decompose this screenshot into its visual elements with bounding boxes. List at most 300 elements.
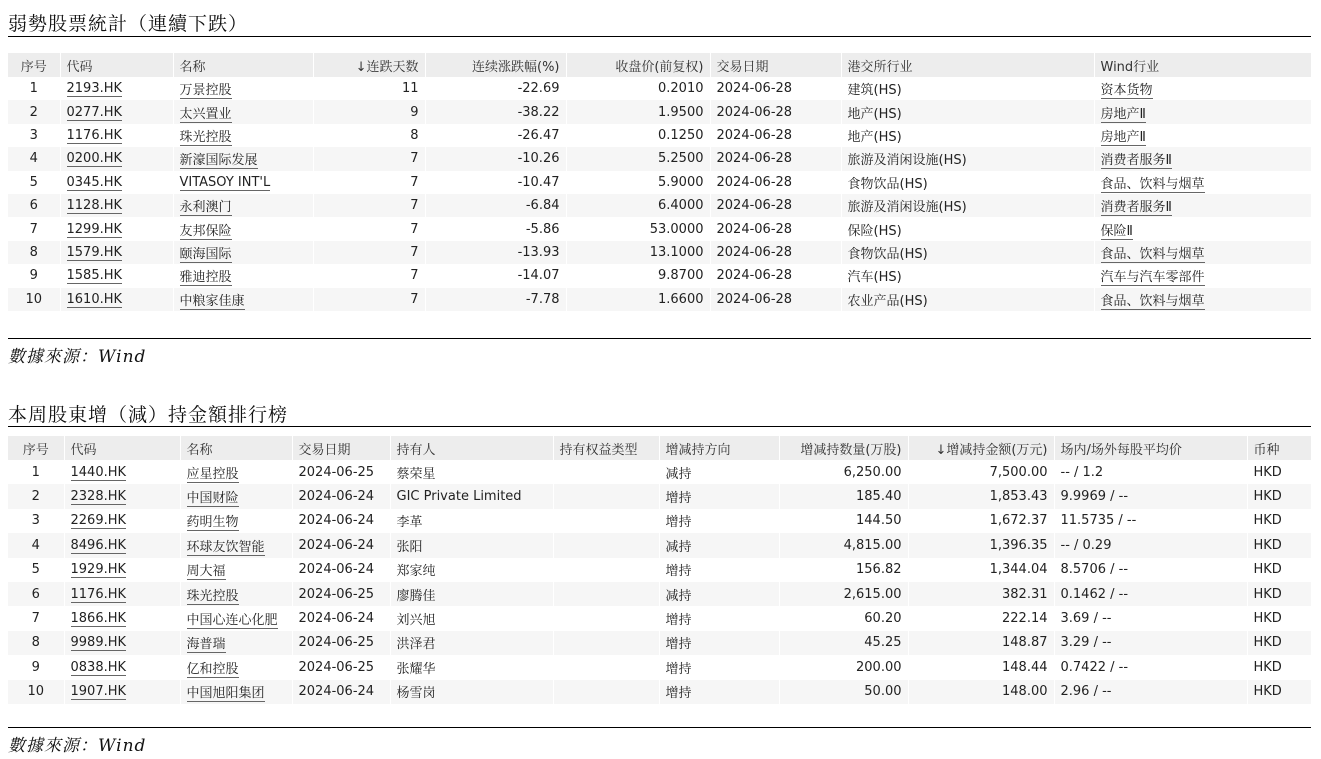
close-price-cell: 6.4000 [566, 194, 710, 217]
header-wind-industry[interactable]: Wind行业 [1094, 53, 1311, 77]
change-pct-cell: -13.93 [425, 241, 566, 264]
header-amount[interactable]: ↓增减持金额(万元) [908, 436, 1054, 460]
down-days-cell: 7 [313, 217, 425, 240]
quantity-cell: 144.50 [779, 509, 908, 533]
table-row [8, 288, 1311, 311]
change-pct-cell: -10.26 [425, 147, 566, 170]
close-price-cell: 1.6600 [566, 288, 710, 311]
trade-date-cell: 2024-06-25 [292, 631, 390, 655]
index-cell: 4 [8, 147, 60, 170]
header-name[interactable]: 名称 [180, 436, 292, 460]
index-cell: 9 [31, 659, 40, 675]
section2-source: 數據來源：Wind [8, 736, 147, 756]
equity-type-cell [553, 606, 659, 630]
stock-name [180, 631, 292, 655]
holder-cell: 洪泽君 [390, 631, 553, 655]
wind-industry-link[interactable]: 保险Ⅱ [1100, 223, 1133, 239]
header-code[interactable]: 代码 [60, 53, 173, 77]
wind-industry [1094, 194, 1311, 217]
trade-date-cell: 2024-06-24 [292, 558, 390, 582]
equity-type-cell [553, 582, 659, 606]
hkex-industry-cell: 保险(HS) [841, 217, 1094, 240]
avg-price-cell: 3.69 / -- [1054, 606, 1247, 630]
header-holder[interactable]: 持有人 [390, 436, 553, 460]
stock-name [180, 558, 292, 582]
table-row [8, 582, 1311, 606]
index-cell: 10 [8, 288, 60, 311]
header-name[interactable]: 名称 [173, 53, 313, 77]
index-cell: 8 [8, 631, 64, 655]
close-price-cell: 5.9000 [566, 171, 710, 194]
stock-code [60, 100, 173, 123]
holder-cell: 蔡荣星 [390, 460, 553, 484]
wind-industry-link[interactable]: 食品、饮料与烟草 [1100, 293, 1205, 309]
avg-price-cell: 8.5706 / -- [1054, 558, 1247, 582]
change-pct-cell: -10.47 [425, 171, 566, 194]
wind-industry-link[interactable]: 资本货物 [1100, 83, 1153, 99]
table-header-row [8, 53, 1311, 77]
currency-cell: HKD [1247, 460, 1311, 484]
avg-price-cell: -- / 1.2 [1054, 460, 1247, 484]
index-cell: 10 [8, 680, 64, 704]
table-row [8, 264, 1311, 287]
amount-cell: 148.00 [908, 680, 1054, 704]
avg-price-cell: 2.96 / -- [1054, 680, 1247, 704]
index-cell: 9 [29, 268, 38, 284]
stock-name-link[interactable]: 珠光控股 [179, 129, 232, 145]
stock-code-link[interactable]: 0200.HK [66, 151, 123, 167]
wind-industry-link[interactable]: 食品、饮料与烟草 [1100, 246, 1205, 262]
stock-name-link[interactable]: 友邦保险 [179, 223, 232, 239]
table-row [8, 217, 1311, 240]
currency-cell: HKD [1247, 582, 1311, 606]
close-price-cell: 9.8700 [566, 264, 710, 287]
close-price-cell: 53.0000 [566, 217, 710, 240]
weak-stocks-table [8, 53, 1311, 311]
stock-name-link[interactable]: 药明生物 [186, 515, 239, 531]
change-pct-cell: -5.86 [425, 217, 566, 240]
index-cell: 4 [8, 533, 64, 557]
stock-name [180, 460, 292, 484]
index-cell: 5 [31, 562, 40, 578]
stock-name [173, 77, 313, 100]
stock-code-link[interactable]: 0345.HK [66, 174, 123, 190]
stock-name [180, 606, 292, 630]
equity-type-cell [553, 655, 659, 679]
table-row [8, 171, 1311, 194]
shareholder-change-table [8, 436, 1311, 704]
stock-code-link[interactable]: 1128.HK [66, 198, 123, 214]
stock-code [60, 124, 173, 147]
stock-code [60, 171, 173, 194]
close-price-cell: 0.2010 [566, 77, 710, 100]
hkex-industry-cell: 旅游及消闲设施(HS) [841, 194, 1094, 217]
down-days-cell: 7 [313, 241, 425, 264]
table-row [8, 606, 1311, 630]
table-row [8, 124, 1311, 147]
currency-cell: HKD [1247, 509, 1311, 533]
stock-name [180, 655, 292, 679]
header-down-days[interactable]: ↓连跌天数 [313, 53, 425, 77]
quantity-cell: 2,615.00 [779, 582, 908, 606]
equity-type-cell [553, 558, 659, 582]
trade-date-cell: 2024-06-28 [710, 241, 841, 264]
currency-cell: HKD [1247, 558, 1311, 582]
header-close-price[interactable]: 收盘价(前复权) [566, 53, 710, 77]
hkex-industry-cell: 地产(HS) [841, 100, 1094, 123]
direction-cell: 减持 [659, 460, 779, 484]
stock-name [173, 264, 313, 287]
table-row [8, 484, 1311, 508]
avg-price-cell: 3.29 / -- [1054, 631, 1247, 655]
stock-code-link[interactable]: 1907.HK [70, 684, 127, 700]
stock-name-link[interactable]: 海普瑞 [186, 637, 226, 653]
holder-cell: 李革 [390, 509, 553, 533]
quantity-cell: 185.40 [779, 484, 908, 508]
amount-cell: 382.31 [908, 582, 1054, 606]
direction-cell: 增持 [659, 655, 779, 679]
change-pct-cell: -6.84 [425, 194, 566, 217]
stock-name [180, 680, 292, 704]
stock-name-link[interactable]: 雅迪控股 [179, 270, 232, 286]
currency-cell: HKD [1247, 631, 1311, 655]
equity-type-cell [553, 460, 659, 484]
stock-name [173, 241, 313, 264]
holder-cell: 张阳 [390, 533, 553, 557]
wind-industry [1094, 77, 1311, 100]
quantity-cell: 4,815.00 [779, 533, 908, 557]
direction-cell: 减持 [659, 582, 779, 606]
index-cell: 3 [31, 513, 40, 529]
down-days-cell: 7 [313, 171, 425, 194]
stock-code [60, 147, 173, 170]
amount-cell: 148.44 [908, 655, 1054, 679]
trade-date-cell: 2024-06-28 [710, 288, 841, 311]
wind-industry-link[interactable]: 房地产Ⅱ [1100, 129, 1146, 145]
trade-date-cell: 2024-06-28 [710, 264, 841, 287]
currency-cell: HKD [1247, 533, 1311, 557]
header-code[interactable]: 代码 [64, 436, 180, 460]
table-row [8, 77, 1311, 100]
quantity-cell: 60.20 [779, 606, 908, 630]
header-currency[interactable]: 币种 [1247, 436, 1311, 460]
index-cell: 2 [8, 100, 60, 123]
direction-cell: 增持 [659, 631, 779, 655]
amount-cell: 7,500.00 [908, 460, 1054, 484]
section1-title: 弱勢股票統計（連續下跌） [8, 13, 249, 35]
stock-name [180, 509, 292, 533]
stock-name-link[interactable]: 环球友饮智能 [186, 539, 265, 555]
stock-name [173, 124, 313, 147]
hkex-industry-cell: 农业产品(HS) [841, 288, 1094, 311]
avg-price-cell: -- / 0.29 [1054, 533, 1247, 557]
direction-cell: 增持 [659, 558, 779, 582]
hkex-industry-cell: 旅游及消闲设施(HS) [841, 147, 1094, 170]
header-quantity[interactable]: 增减持数量(万股) [779, 436, 908, 460]
header-index: 序号 [8, 53, 60, 77]
header-direction[interactable]: 增减持方向 [659, 436, 779, 460]
stock-name-link[interactable]: 永利澳门 [179, 200, 232, 216]
table-row [8, 558, 1311, 582]
wind-industry [1094, 147, 1311, 170]
stock-name [180, 484, 292, 508]
stock-code [64, 680, 180, 704]
stock-code [64, 460, 180, 484]
stock-code-link[interactable]: 1176.HK [70, 586, 127, 602]
stock-code-link[interactable]: 1176.HK [66, 127, 123, 143]
change-pct-cell: -26.47 [425, 124, 566, 147]
down-days-cell: 7 [313, 264, 425, 287]
wind-industry-link[interactable]: 食品、饮料与烟草 [1100, 176, 1205, 192]
wind-industry [1094, 241, 1311, 264]
holder-cell: 张耀华 [390, 655, 553, 679]
trade-date-cell: 2024-06-24 [292, 484, 390, 508]
stock-code [64, 582, 180, 606]
stock-name-link[interactable]: VITASOY INT'L [179, 174, 271, 190]
wind-industry [1094, 124, 1311, 147]
section1-bottom-divider [8, 338, 1311, 339]
table-row [8, 509, 1311, 533]
stock-code [64, 484, 180, 508]
header-hkex-industry[interactable]: 港交所行业 [841, 53, 1094, 77]
stock-code [60, 264, 173, 287]
index-cell: 1 [31, 464, 40, 480]
index-cell: 2 [8, 484, 64, 508]
header-change-pct[interactable]: 连续涨跌幅(%) [425, 53, 566, 77]
change-pct-cell: -22.69 [425, 77, 566, 100]
stock-name [173, 147, 313, 170]
stock-code [60, 77, 173, 100]
stock-name-link[interactable]: 珠光控股 [186, 588, 239, 604]
stock-name [173, 100, 313, 123]
stock-code-link[interactable]: 9989.HK [70, 635, 127, 651]
stock-code-link[interactable]: 1585.HK [66, 268, 123, 284]
amount-cell: 1,344.04 [908, 558, 1054, 582]
stock-name [180, 582, 292, 606]
table-row [8, 655, 1311, 679]
stock-name-link[interactable]: 颐海国际 [179, 246, 232, 262]
down-days-cell: 7 [313, 288, 425, 311]
index-cell: 6 [8, 582, 64, 606]
amount-cell: 1,853.43 [908, 484, 1054, 508]
section2-divider [8, 426, 1311, 427]
stock-code-link[interactable]: 2193.HK [66, 81, 123, 97]
trade-date-cell: 2024-06-28 [710, 100, 841, 123]
table-header-row [8, 436, 1311, 460]
equity-type-cell [553, 533, 659, 557]
table-row [8, 241, 1311, 264]
wind-industry [1094, 217, 1311, 240]
trade-date-cell: 2024-06-28 [710, 171, 841, 194]
stock-code-link[interactable]: 1866.HK [70, 611, 127, 627]
direction-cell: 增持 [659, 509, 779, 533]
equity-type-cell [553, 484, 659, 508]
hkex-industry-cell: 建筑(HS) [841, 77, 1094, 100]
table-row [8, 100, 1311, 123]
equity-type-cell [553, 509, 659, 533]
quantity-cell: 45.25 [779, 631, 908, 655]
down-days-cell: 7 [313, 194, 425, 217]
stock-name-link[interactable]: 亿和控股 [186, 661, 239, 677]
index-cell: 1 [29, 81, 38, 97]
stock-name [173, 288, 313, 311]
hkex-industry-cell: 食物饮品(HS) [841, 171, 1094, 194]
down-days-cell: 9 [313, 100, 425, 123]
table-row [8, 533, 1311, 557]
down-days-cell: 7 [313, 147, 425, 170]
stock-code [60, 194, 173, 217]
trade-date-cell: 2024-06-24 [292, 606, 390, 630]
avg-price-cell: 9.9969 / -- [1054, 484, 1247, 508]
trade-date-cell: 2024-06-24 [292, 509, 390, 533]
down-days-cell: 11 [313, 77, 425, 100]
wind-industry [1094, 100, 1311, 123]
wind-industry [1094, 288, 1311, 311]
stock-code-link[interactable]: 2328.HK [70, 489, 127, 505]
trade-date-cell: 2024-06-28 [710, 147, 841, 170]
avg-price-cell: 0.1462 / -- [1054, 582, 1247, 606]
stock-name-link[interactable]: 万景控股 [179, 83, 232, 99]
down-days-cell: 8 [313, 124, 425, 147]
section1-source: 數據來源：Wind [8, 347, 147, 367]
wind-industry [1094, 171, 1311, 194]
close-price-cell: 1.9500 [566, 100, 710, 123]
stock-name [173, 194, 313, 217]
holder-cell: 廖腾佳 [390, 582, 553, 606]
header-trade-date[interactable]: 交易日期 [710, 53, 841, 77]
trade-date-cell: 2024-06-24 [292, 533, 390, 557]
wind-industry [1094, 264, 1311, 287]
stock-name [173, 217, 313, 240]
header-trade-date[interactable]: 交易日期 [292, 436, 390, 460]
trade-date-cell: 2024-06-28 [710, 124, 841, 147]
header-equity-type[interactable]: 持有权益类型 [553, 436, 659, 460]
direction-cell: 增持 [659, 606, 779, 630]
holder-cell: 杨雪岗 [390, 680, 553, 704]
trade-date-cell: 2024-06-24 [292, 680, 390, 704]
trade-date-cell: 2024-06-28 [710, 217, 841, 240]
stock-code [60, 241, 173, 264]
direction-cell: 增持 [659, 484, 779, 508]
amount-cell: 222.14 [908, 606, 1054, 630]
section2-title: 本周股東增（減）持金額排行榜 [8, 404, 289, 426]
stock-name [173, 171, 313, 194]
amount-cell: 1,672.37 [908, 509, 1054, 533]
stock-name-link[interactable]: 中国财险 [186, 491, 239, 507]
holder-cell: GIC Private Limited [390, 484, 553, 508]
header-index: 序号 [8, 436, 64, 460]
stock-code-link[interactable]: 1929.HK [70, 562, 127, 578]
equity-type-cell [553, 680, 659, 704]
wind-industry-link[interactable]: 消费者服务Ⅱ [1100, 153, 1172, 169]
stock-name-link[interactable]: 中国心连心化肥 [186, 613, 278, 629]
trade-date-cell: 2024-06-28 [710, 194, 841, 217]
index-cell: 6 [8, 194, 60, 217]
stock-code-link[interactable]: 1299.HK [66, 221, 123, 237]
table-row [8, 194, 1311, 217]
equity-type-cell [553, 631, 659, 655]
stock-code-link[interactable]: 1579.HK [66, 244, 123, 260]
quantity-cell: 50.00 [779, 680, 908, 704]
avg-price-cell: 0.7422 / -- [1054, 655, 1247, 679]
stock-code [64, 509, 180, 533]
index-cell: 8 [8, 241, 60, 264]
stock-code-link[interactable]: 0838.HK [70, 659, 127, 675]
quantity-cell: 156.82 [779, 558, 908, 582]
wind-industry-link[interactable]: 汽车与汽车零部件 [1100, 270, 1205, 286]
hkex-industry-cell: 食物饮品(HS) [841, 241, 1094, 264]
stock-name-link[interactable]: 应星控股 [186, 466, 239, 482]
stock-code [64, 606, 180, 630]
amount-cell: 1,396.35 [908, 533, 1054, 557]
avg-price-cell: 11.5735 / -- [1054, 509, 1247, 533]
change-pct-cell: -38.22 [425, 100, 566, 123]
section2-bottom-divider [8, 727, 1311, 728]
stock-name [180, 533, 292, 557]
index-cell: 3 [29, 127, 38, 143]
stock-code [60, 288, 173, 311]
change-pct-cell: -7.78 [425, 288, 566, 311]
section1-divider [8, 36, 1311, 37]
stock-name-link[interactable]: 周大福 [186, 564, 226, 580]
stock-name-link[interactable]: 中国旭阳集团 [186, 686, 265, 702]
quantity-cell: 6,250.00 [779, 460, 908, 484]
stock-code-link[interactable]: 1610.HK [66, 291, 123, 307]
wind-industry-link[interactable]: 房地产Ⅱ [1100, 106, 1146, 122]
index-cell: 7 [29, 221, 38, 237]
trade-date-cell: 2024-06-28 [710, 77, 841, 100]
header-avg-price[interactable]: 场内/场外每股平均价 [1054, 436, 1247, 460]
close-price-cell: 13.1000 [566, 241, 710, 264]
stock-code [64, 631, 180, 655]
index-cell: 7 [31, 611, 40, 627]
direction-cell: 增持 [659, 680, 779, 704]
table-row [8, 631, 1311, 655]
currency-cell: HKD [1247, 655, 1311, 679]
stock-code [64, 655, 180, 679]
currency-cell: HKD [1247, 606, 1311, 630]
currency-cell: HKD [1247, 680, 1311, 704]
stock-code [64, 558, 180, 582]
index-cell: 5 [29, 174, 38, 190]
stock-name-link[interactable]: 中粮家佳康 [179, 293, 245, 309]
holder-cell: 刘兴旭 [390, 606, 553, 630]
table-row [8, 147, 1311, 170]
trade-date-cell: 2024-06-25 [292, 582, 390, 606]
table-row [8, 460, 1311, 484]
table-row [8, 680, 1311, 704]
amount-cell: 148.87 [908, 631, 1054, 655]
stock-name-link[interactable]: 太兴置业 [179, 106, 232, 122]
currency-cell: HKD [1247, 484, 1311, 508]
stock-code-link[interactable]: 0277.HK [66, 104, 123, 120]
direction-cell: 减持 [659, 533, 779, 557]
hkex-industry-cell: 地产(HS) [841, 124, 1094, 147]
stock-code-link[interactable]: 2269.HK [70, 513, 127, 529]
stock-code [64, 533, 180, 557]
stock-code-link[interactable]: 1440.HK [70, 464, 127, 480]
trade-date-cell: 2024-06-25 [292, 460, 390, 484]
trade-date-cell: 2024-06-25 [292, 655, 390, 679]
close-price-cell: 0.1250 [566, 124, 710, 147]
stock-name-link[interactable]: 新濠国际发展 [179, 153, 258, 169]
hkex-industry-cell: 汽车(HS) [841, 264, 1094, 287]
wind-industry-link[interactable]: 消费者服务Ⅱ [1100, 200, 1172, 216]
close-price-cell: 5.2500 [566, 147, 710, 170]
stock-code [60, 217, 173, 240]
holder-cell: 郑家纯 [390, 558, 553, 582]
stock-code-link[interactable]: 8496.HK [70, 537, 127, 553]
